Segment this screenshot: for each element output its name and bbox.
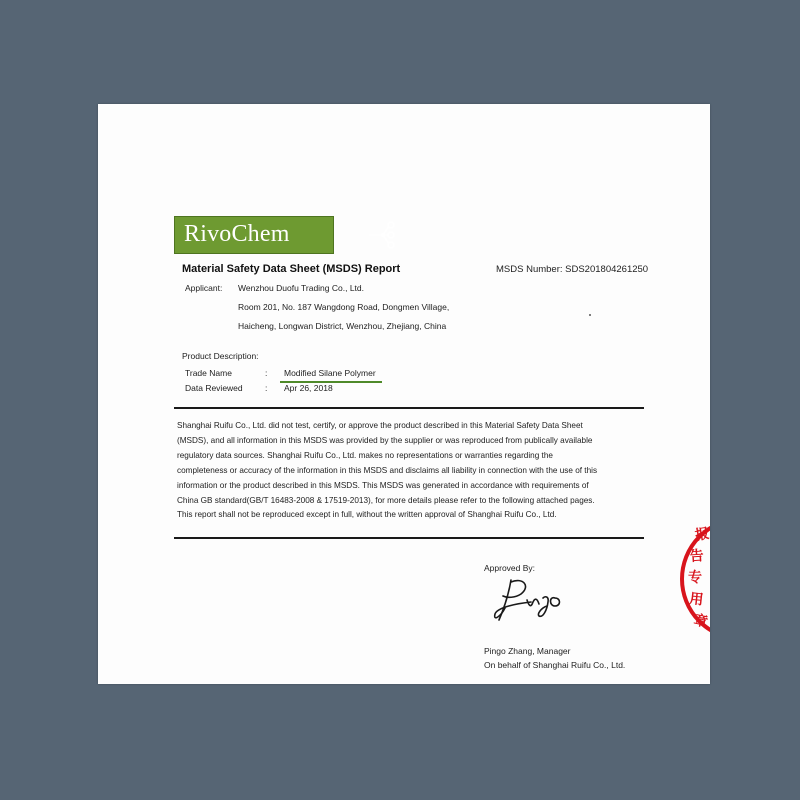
disclaimer-line: completeness or accuracy of the information in this MSDS and disclaims all liability in connection with the use of this bbox=[177, 465, 598, 475]
rivochem-logo bbox=[174, 216, 334, 254]
divider-bottom bbox=[174, 537, 644, 539]
applicant-line-3: Haicheng, Longwan District, Wenzhou, Zhejiang, China bbox=[238, 321, 447, 331]
data-reviewed-separator: : bbox=[265, 383, 268, 393]
applicant-line-1: Wenzhou Duofu Trading Co., Ltd. bbox=[238, 283, 365, 293]
applicant-label: Applicant: bbox=[185, 283, 223, 293]
svg-text:报: 报 bbox=[693, 525, 711, 544]
disclaimer-line: China GB standard(GB/T 16483-2008 & 17519-2013), for more details please refer to the following attached pages. bbox=[177, 495, 595, 505]
svg-text:专: 专 bbox=[688, 570, 702, 586]
trade-name-value: Modified Silane Polymer bbox=[284, 368, 376, 378]
approver-name: Pingo Zhang, Manager bbox=[484, 646, 571, 656]
company-seal-stamp bbox=[676, 514, 710, 644]
approver-org: On behalf of Shanghai Ruifu Co., Ltd. bbox=[484, 660, 626, 670]
svg-text:章: 章 bbox=[692, 612, 710, 631]
signature-image bbox=[491, 578, 581, 628]
disclaimer-block bbox=[177, 419, 647, 523]
svg-text:用: 用 bbox=[688, 591, 705, 609]
reproduction-note: This report shall not be reproduced except in full, without the written approval of Shanghai Ruifu Co., Ltd. bbox=[177, 510, 557, 520]
svg-text:告: 告 bbox=[689, 548, 705, 565]
speck bbox=[589, 314, 591, 316]
msds-number: MSDS Number: SDS201804261250 bbox=[496, 264, 649, 275]
disclaimer-line: Shanghai Ruifu Co., Ltd. did not test, certify, or approve the product described in this Material Safety Data Sheet bbox=[177, 421, 583, 430]
product-description-heading: Product Description: bbox=[182, 351, 259, 361]
report-title: Material Safety Data Sheet (MSDS) Report bbox=[182, 263, 401, 275]
trade-name-separator: : bbox=[265, 368, 268, 378]
disclaimer-line: (MSDS), and all information in this MSDS was provided by the supplier or was reproduced from publically available bbox=[177, 435, 593, 445]
molecule-icon bbox=[367, 220, 397, 250]
approved-by-label: Approved By: bbox=[484, 563, 536, 573]
trade-name-label: Trade Name bbox=[185, 368, 232, 378]
disclaimer-line: information or the product described in this MSDS. This MSDS was generated in accordance with requirements of bbox=[177, 480, 589, 490]
disclaimer-line: regulatory data sources. Shanghai Ruifu Co., Ltd. makes no representations or warranties regarding the bbox=[177, 450, 553, 460]
document-page bbox=[98, 104, 710, 684]
data-reviewed-label: Data Reviewed bbox=[185, 383, 243, 393]
divider-top bbox=[174, 407, 644, 409]
data-reviewed-value: Apr 26, 2018 bbox=[284, 383, 333, 393]
logo-text: RivoChem bbox=[184, 221, 290, 247]
applicant-line-2: Room 201, No. 187 Wangdong Road, Dongmen Village, bbox=[238, 302, 450, 312]
